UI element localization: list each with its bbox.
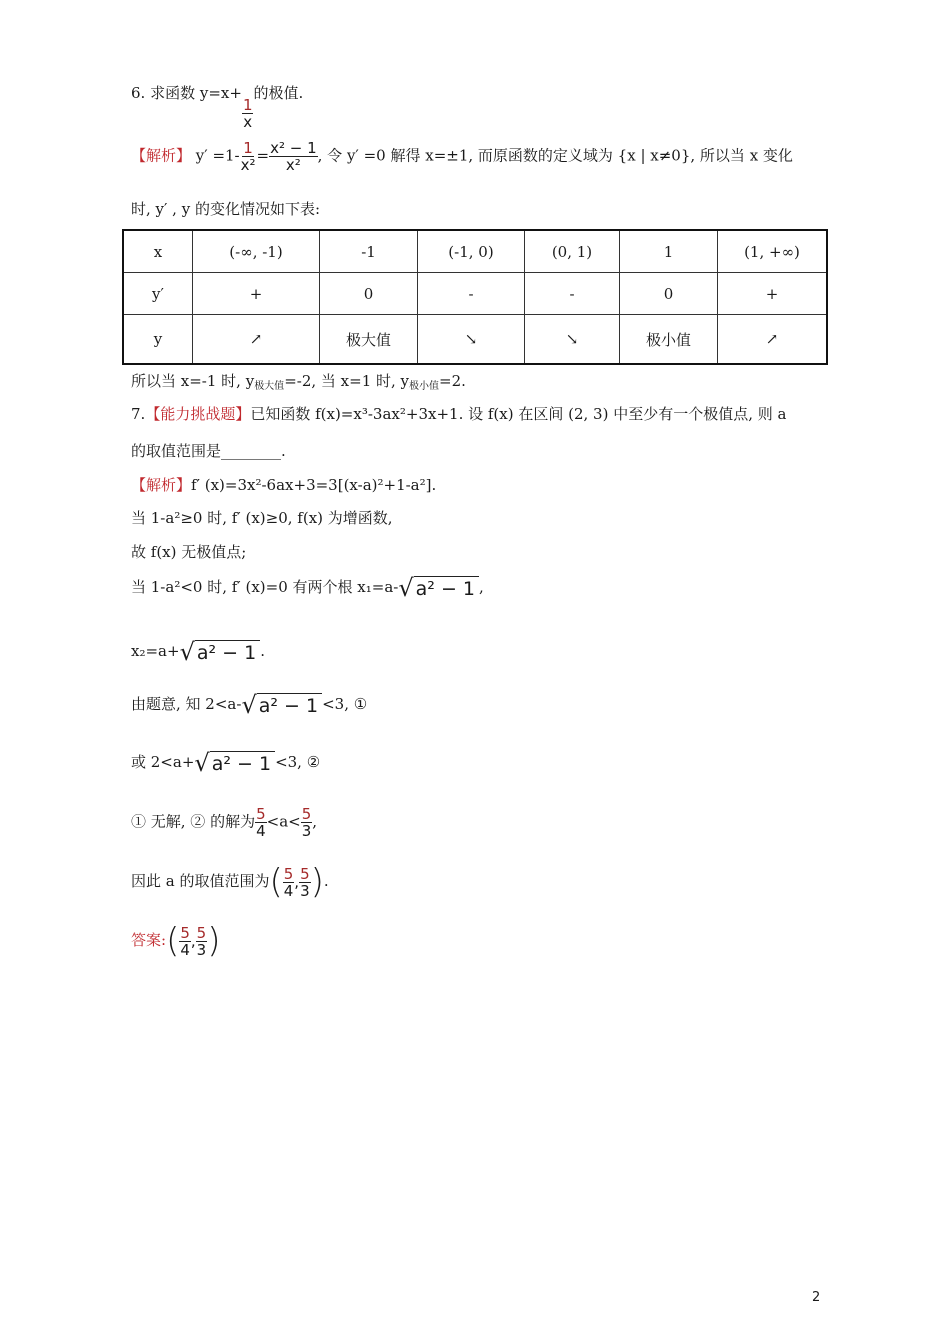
table-cell: x (123, 230, 193, 273)
table-cell: ↗ (718, 315, 828, 364)
solution-7-line8: ① 无解, ② 的解为 $\frac{5}{4}$ <a< $\frac{5}{3}$ , (131, 805, 318, 840)
fraction: $\frac{5}{3}$ (301, 805, 312, 840)
table-cell: y′ (123, 273, 193, 315)
table-cell: + (193, 273, 320, 315)
question-text: 求函数 y=x+ (150, 84, 242, 102)
question-6: 6. 求函数 y=x+ $\frac{1}{x}$ 的极值. (131, 84, 304, 131)
table-cell: ↘ (418, 315, 525, 364)
table-cell: 1 (620, 230, 718, 273)
table-row (123, 273, 827, 315)
solution-tag: 【解析】 (131, 146, 192, 165)
solution-7-line5: x₂=a+ √ a² − 1 . (131, 638, 265, 666)
solution-7-line2: 当 1-a²≥0 时, f′ (x)≥0, f(x) 为增函数, (131, 509, 393, 527)
table-cell: ↗ (193, 315, 320, 364)
table-cell: ↘ (525, 315, 620, 364)
fraction: $\frac{\text{x² − 1}}{\text{x²}}$ (270, 139, 317, 174)
extremum-conclusion: 所以当 x=-1 时, $y_{极大值}=-2$, 当 x=1 时, $y_{极小值}=2$. (131, 372, 466, 392)
fraction: $\frac{5}{3}$ (300, 864, 310, 900)
answer-tag: 答案: (131, 931, 167, 949)
solution-7-line7: 或 2<a+ √ a² − 1 <3, ② (131, 749, 321, 777)
question-number: 6. (131, 84, 146, 102)
square-root: √ a² − 1 (398, 576, 479, 600)
table-cell: - (418, 273, 525, 315)
question-7-line1: 7.【能力挑战题】已知函数 f(x)=x³-3ax²+3x+1. 设 f(x) 在区间 (2, 3) 中至少有一个极值点, 则 a (131, 405, 787, 423)
table-cell: (1, +∞) (718, 230, 828, 273)
table-cell: - (525, 273, 620, 315)
square-root: √ a² − 1 (180, 640, 261, 664)
table-cell: + (718, 273, 828, 315)
table-cell: y (123, 315, 193, 364)
fraction: $\frac{5}{3}$ (196, 923, 207, 959)
table-cell: (0, 1) (525, 230, 620, 273)
solution-7-line4: 当 1-a²<0 时, f′ (x)=0 有两个根 x₁=a- √ a² − 1 , (131, 574, 484, 602)
table-cell: 极大值 (320, 315, 418, 364)
table-row (123, 230, 827, 273)
page-number: 2 (812, 1290, 821, 1305)
table-cell: 极小值 (620, 315, 718, 364)
solution-6-line1: 【解析】 y′ =1- $\frac{1}{\text{x²}}$ = $\frac{\text{x² − 1}}{\text{x²}}$ , 令 y′ =0 解得 x=±1, 而原函数的定义域为 {x | x≠0}, 所以当 x 变化 (131, 139, 793, 174)
question-tag: 【能力挑战题】 (145, 405, 251, 423)
question-7-line2: 的取值范围是________. (131, 442, 286, 460)
table-cell: 0 (320, 273, 418, 315)
interval: ( $\frac{5}{4}$ , $\frac{5}{3}$ ) (269, 862, 324, 902)
table-cell: (-1, 0) (418, 230, 525, 273)
question-number: 7. (131, 405, 146, 423)
square-root: √ a² − 1 (241, 693, 322, 717)
solution-6-line2: 时, y′ , y 的变化情况如下表: (131, 200, 321, 218)
table-cell: -1 (320, 230, 418, 273)
table-row (123, 315, 827, 364)
fraction: $\frac{5}{4}$ (180, 923, 190, 959)
fraction: $\frac{5}{4}$ (256, 805, 266, 840)
solution-7-line1: 【解析】f′ (x)=3x²-6ax+3=3[(x-a)²+1-a²]. (131, 476, 437, 494)
table-cell: 0 (620, 273, 718, 315)
solution-7-line9: 因此 a 的取值范围为 ( $\frac{5}{4}$ , $\frac{5}{3}$ ) . (131, 862, 329, 902)
interval: ( $\frac{5}{4}$ , $\frac{5}{3}$ ) (166, 921, 221, 961)
fraction: $\frac{1}{\text{x²}}$ (240, 139, 256, 174)
solution-7-line6: 由题意, 知 2<a- √ a² − 1 <3, ① (131, 691, 368, 719)
solution-7-line3: 故 f(x) 无极值点; (131, 543, 247, 561)
fraction: $\frac{1}{x}$ (242, 96, 253, 131)
fraction: $\frac{5}{4}$ (283, 864, 294, 900)
square-root: √ a² − 1 (194, 751, 275, 775)
solution-tag: 【解析】 (131, 476, 192, 494)
answer-line (131, 921, 221, 961)
variation-table (122, 229, 828, 365)
table-cell: (-∞, -1) (193, 230, 320, 273)
